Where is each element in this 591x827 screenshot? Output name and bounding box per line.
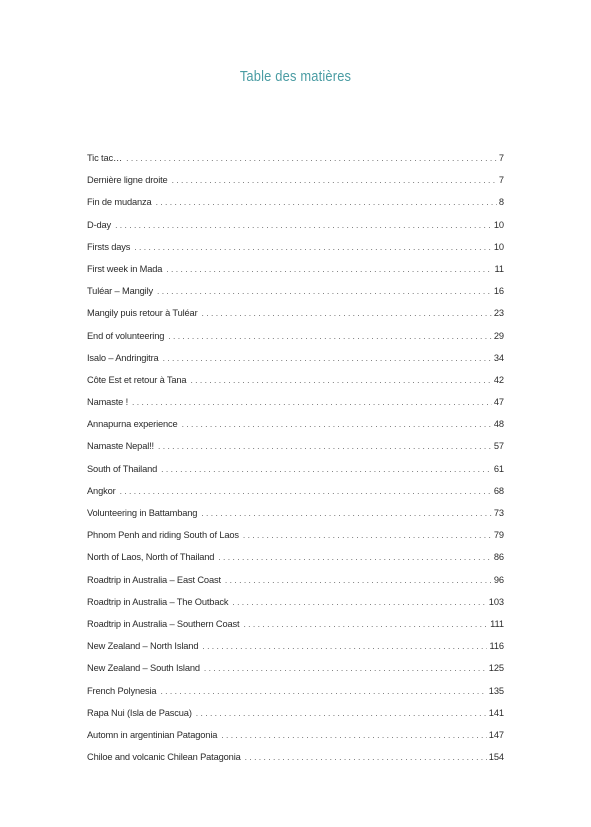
toc-entry-title: Phnom Penh and riding South of Laos bbox=[87, 530, 239, 541]
toc-entry-page-number: 29 bbox=[493, 330, 504, 341]
toc-entry[interactable] bbox=[87, 325, 504, 347]
toc-entry[interactable] bbox=[87, 502, 504, 524]
toc-entry-page-number: 135 bbox=[488, 685, 504, 696]
toc-entry[interactable] bbox=[87, 657, 504, 679]
toc-entry[interactable] bbox=[87, 347, 504, 369]
toc-entry-page-number: 42 bbox=[493, 374, 504, 385]
toc-entry-page-number: 86 bbox=[493, 552, 504, 563]
toc-entry-page-number: 16 bbox=[493, 286, 504, 297]
toc-entry-page-number: 68 bbox=[493, 485, 504, 496]
toc-entry-page-number: 7 bbox=[498, 175, 504, 186]
toc-entry[interactable] bbox=[87, 147, 504, 169]
toc-entry-page-number: 7 bbox=[498, 153, 504, 163]
toc-entry[interactable] bbox=[87, 569, 504, 591]
toc-entry-page-number: 48 bbox=[493, 419, 504, 430]
toc-entry[interactable] bbox=[87, 524, 504, 546]
toc-dot-leader bbox=[166, 258, 492, 280]
toc-entry[interactable] bbox=[87, 724, 504, 746]
toc-entry-title: D-day bbox=[87, 219, 112, 230]
toc-entry[interactable] bbox=[87, 613, 504, 635]
toc-entry-title: Angkor bbox=[87, 485, 116, 496]
toc-entry-page-number: 73 bbox=[493, 508, 504, 518]
toc-dot-leader bbox=[163, 347, 492, 369]
toc-dot-leader bbox=[115, 214, 492, 236]
toc-entry-title: Volunteering in Battambang bbox=[87, 508, 198, 518]
toc-dot-leader bbox=[225, 569, 492, 591]
toc-entry-title: French Polynesia bbox=[87, 685, 157, 696]
toc-entry[interactable] bbox=[87, 280, 504, 302]
toc-entry-title: Rapa Nui (Isla de Pascua) bbox=[87, 707, 192, 718]
toc-dot-leader bbox=[202, 302, 492, 324]
toc-entry-title: Namaste ! bbox=[87, 397, 129, 408]
toc-entry-page-number: 57 bbox=[493, 441, 504, 452]
toc-dot-leader bbox=[134, 236, 492, 258]
toc-entry-page-number: 125 bbox=[488, 663, 504, 674]
toc-dot-leader bbox=[218, 546, 492, 568]
toc-entry-title: Roadtrip in Australia – Southern Coast bbox=[87, 618, 240, 629]
toc-entry[interactable] bbox=[87, 236, 504, 258]
toc-dot-leader bbox=[160, 680, 486, 702]
toc-dot-leader bbox=[245, 746, 487, 768]
toc-entry-page-number: 141 bbox=[488, 707, 504, 718]
toc-entry[interactable] bbox=[87, 702, 504, 724]
toc-entry-page-number: 116 bbox=[489, 641, 504, 652]
toc-dot-leader bbox=[156, 191, 497, 213]
toc-entry[interactable] bbox=[87, 458, 504, 480]
toc-entry-title: Firsts days bbox=[87, 241, 131, 252]
toc-dot-leader bbox=[172, 169, 497, 191]
toc-entry-title: Dernière ligne droite bbox=[87, 175, 168, 186]
toc-entry[interactable] bbox=[87, 391, 504, 413]
toc-entry-title: North of Laos, North of Thailand bbox=[87, 552, 215, 563]
toc-dot-leader bbox=[201, 502, 492, 524]
toc-dot-leader bbox=[120, 480, 492, 502]
toc-entry-page-number: 154 bbox=[488, 752, 504, 763]
toc-dot-leader bbox=[126, 147, 497, 169]
toc-entry-title: End of volunteering bbox=[87, 330, 165, 341]
toc-entry[interactable] bbox=[87, 169, 504, 191]
toc-entry-page-number: 79 bbox=[493, 530, 504, 541]
toc-entry[interactable] bbox=[87, 369, 504, 391]
toc-dot-leader bbox=[182, 413, 492, 435]
toc-entry-title: Roadtrip in Australia – East Coast bbox=[87, 574, 221, 585]
toc-dot-leader bbox=[168, 325, 492, 347]
toc-entry[interactable] bbox=[87, 302, 504, 324]
toc-entry[interactable] bbox=[87, 680, 504, 702]
table-of-contents bbox=[87, 147, 504, 768]
toc-entry[interactable] bbox=[87, 413, 504, 435]
toc-entry[interactable] bbox=[87, 480, 504, 502]
toc-entry[interactable] bbox=[87, 435, 504, 457]
page-title: Table des matières bbox=[239, 68, 352, 85]
toc-entry-title: Côte Est et retour à Tana bbox=[87, 374, 187, 385]
toc-dot-leader bbox=[161, 458, 492, 480]
toc-entry-title: South of Thailand bbox=[87, 463, 158, 474]
toc-dot-leader bbox=[158, 435, 492, 457]
toc-entry-title: New Zealand – South Island bbox=[87, 663, 200, 674]
toc-entry-title: Fin de mudanza bbox=[87, 197, 152, 208]
toc-entry-page-number: 147 bbox=[488, 729, 504, 740]
toc-entry[interactable] bbox=[87, 591, 504, 613]
toc-entry-title: Annapurna experience bbox=[87, 419, 178, 430]
toc-entry-title: Tuléar – Mangily bbox=[87, 286, 153, 297]
toc-entry-title: Chiloe and volcanic Chilean Patagonia bbox=[87, 752, 241, 763]
toc-dot-leader bbox=[202, 635, 487, 657]
toc-entry-page-number: 96 bbox=[493, 574, 504, 585]
toc-entry[interactable] bbox=[87, 746, 504, 768]
toc-entry-page-number: 10 bbox=[493, 241, 504, 252]
toc-entry-page-number: 23 bbox=[493, 308, 504, 319]
toc-entry-title: Mangily puis retour à Tuléar bbox=[87, 308, 198, 319]
toc-entry-page-number: 8 bbox=[498, 197, 504, 208]
toc-entry-title: First week in Mada bbox=[87, 263, 163, 274]
toc-entry-page-number: 61 bbox=[493, 463, 504, 474]
toc-entry[interactable] bbox=[87, 546, 504, 568]
toc-dot-leader bbox=[196, 702, 487, 724]
toc-dot-leader bbox=[190, 369, 491, 391]
toc-entry-title: Roadtrip in Australia – The Outback bbox=[87, 596, 229, 607]
toc-dot-leader bbox=[221, 724, 487, 746]
toc-entry-title: Automn in argentinian Patagonia bbox=[87, 729, 218, 740]
toc-dot-leader bbox=[132, 391, 492, 413]
toc-dot-leader bbox=[204, 657, 487, 679]
toc-entry-title: New Zealand – North Island bbox=[87, 641, 199, 652]
toc-entry[interactable] bbox=[87, 635, 504, 657]
toc-entry-title: Isalo – Andringitra bbox=[87, 352, 159, 363]
toc-dot-leader bbox=[243, 524, 492, 546]
toc-entry[interactable] bbox=[87, 258, 504, 280]
toc-entry-page-number: 103 bbox=[488, 596, 504, 607]
toc-entry-title: Tic tac… bbox=[87, 153, 123, 163]
toc-entry-page-number: 47 bbox=[493, 397, 504, 408]
toc-dot-leader bbox=[243, 613, 488, 635]
toc-entry-page-number: 11 bbox=[494, 263, 504, 274]
toc-entry[interactable] bbox=[87, 191, 504, 213]
toc-dot-leader bbox=[232, 591, 486, 613]
toc-dot-leader bbox=[157, 280, 492, 302]
toc-entry-page-number: 111 bbox=[490, 618, 504, 629]
toc-entry-title: Namaste Nepal!! bbox=[87, 441, 154, 452]
toc-entry[interactable] bbox=[87, 214, 504, 236]
toc-entry-page-number: 10 bbox=[493, 219, 504, 230]
toc-entry-page-number: 34 bbox=[493, 352, 504, 363]
